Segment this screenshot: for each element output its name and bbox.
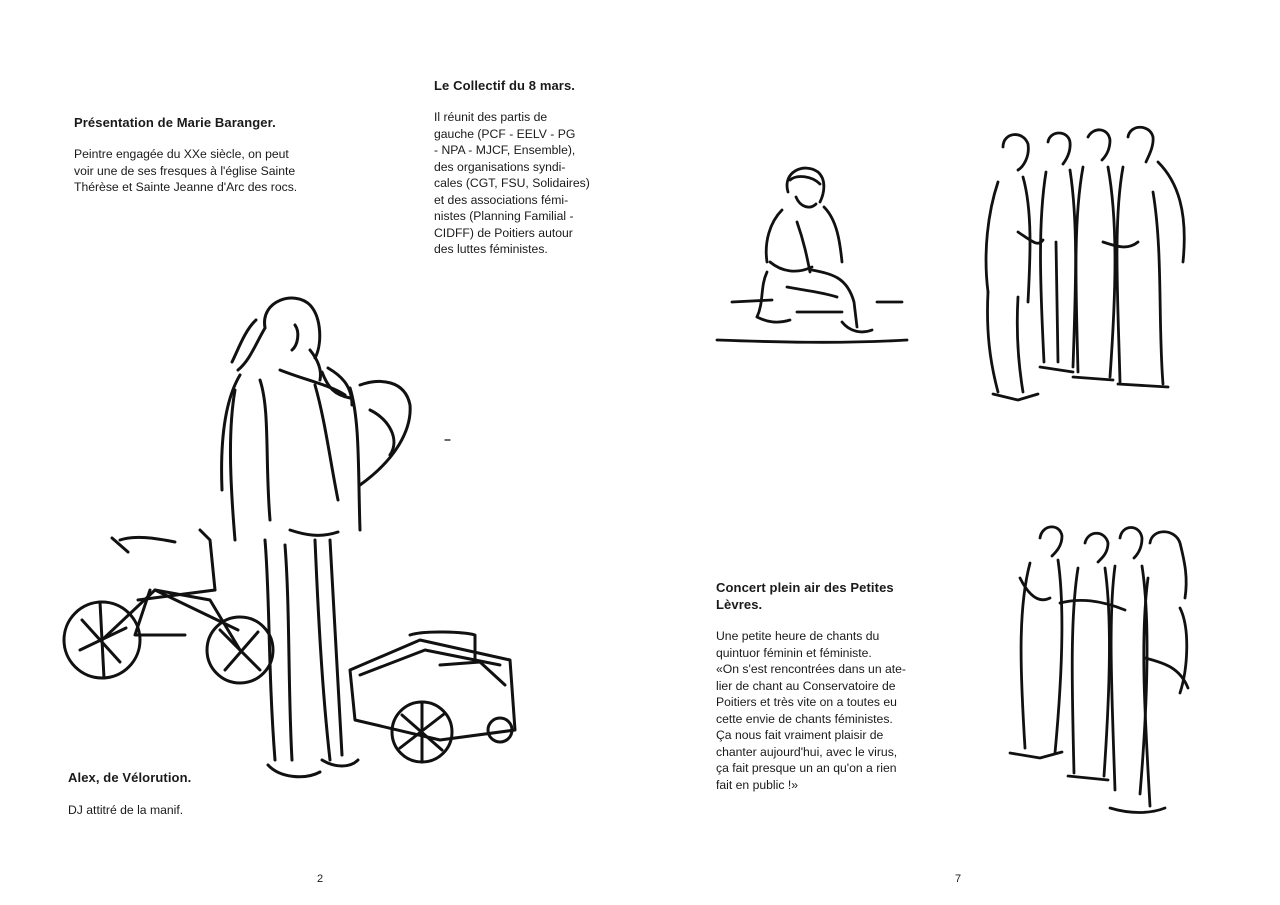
text-line: Poitiers et très vite on a toutes eu bbox=[716, 695, 897, 709]
text-line: des organisations syndi- bbox=[434, 159, 566, 174]
text-line: et des associations fémi- bbox=[434, 192, 569, 207]
text-line: quintuor féminin et féministe. bbox=[716, 645, 872, 660]
singers-group-sketch bbox=[1000, 518, 1200, 823]
text-line: Peintre engagée du XXe siècle, on peut bbox=[74, 147, 289, 161]
concert-heading-line: Lèvres. bbox=[716, 597, 763, 612]
collectif-section bbox=[434, 77, 597, 258]
marie-heading: Présentation de Marie Baranger. bbox=[74, 115, 276, 130]
page-number-left: 2 bbox=[317, 873, 324, 885]
marie-section bbox=[74, 114, 314, 196]
text-line: cales (CGT, FSU, Solidaires) bbox=[434, 176, 590, 190]
text-line: Il réunit des partis de bbox=[434, 110, 548, 124]
text-line: gauche (PCF - EELV - PG bbox=[434, 126, 576, 141]
text-line: CIDFF) de Poitiers autour bbox=[434, 225, 573, 240]
text-line: des luttes féministes. bbox=[434, 242, 548, 256]
text-line: «On s'est rencontrées dans un ate- bbox=[716, 662, 906, 676]
text-line: cette envie de chants féministes. bbox=[716, 711, 893, 726]
text-line: Ça nous fait vraiment plaisir de bbox=[716, 728, 884, 742]
concert-heading bbox=[716, 579, 924, 613]
text-line: Thérèse et Sainte Jeanne d'Arc des rocs. bbox=[74, 180, 298, 194]
alex-section bbox=[68, 769, 288, 819]
text-line: lier de chant au Conservatoire de bbox=[716, 678, 896, 693]
collectif-text bbox=[434, 109, 597, 258]
sitting-figure-sketch bbox=[712, 162, 917, 352]
text-line: Une petite heure de chants du bbox=[716, 629, 880, 643]
concert-heading-line: Concert plein air des Petites bbox=[716, 580, 894, 595]
alex-text: DJ attitré de la manif. bbox=[68, 803, 184, 817]
text-line: ça fait presque un an qu'on a rien bbox=[716, 761, 897, 775]
marie-text bbox=[74, 146, 314, 196]
text-line: voir une de ses fresques à l'église Sainte bbox=[74, 163, 296, 178]
alex-heading: Alex, de Vélorution. bbox=[68, 770, 192, 785]
collectif-heading: Le Collectif du 8 mars. bbox=[434, 78, 576, 93]
dj-bicycle-sketch bbox=[60, 290, 530, 795]
concert-section bbox=[716, 579, 924, 793]
text-line: nistes (Planning Familial - bbox=[434, 209, 574, 223]
concert-text bbox=[716, 628, 924, 793]
standing-group-top-sketch bbox=[978, 122, 1200, 410]
text-line: fait en public !» bbox=[716, 777, 798, 792]
page-number-right: 7 bbox=[955, 873, 962, 885]
text-line: - NPA - MJCF, Ensemble), bbox=[434, 143, 576, 157]
text-line: chanter aujourd'hui, avec le virus, bbox=[716, 744, 898, 759]
